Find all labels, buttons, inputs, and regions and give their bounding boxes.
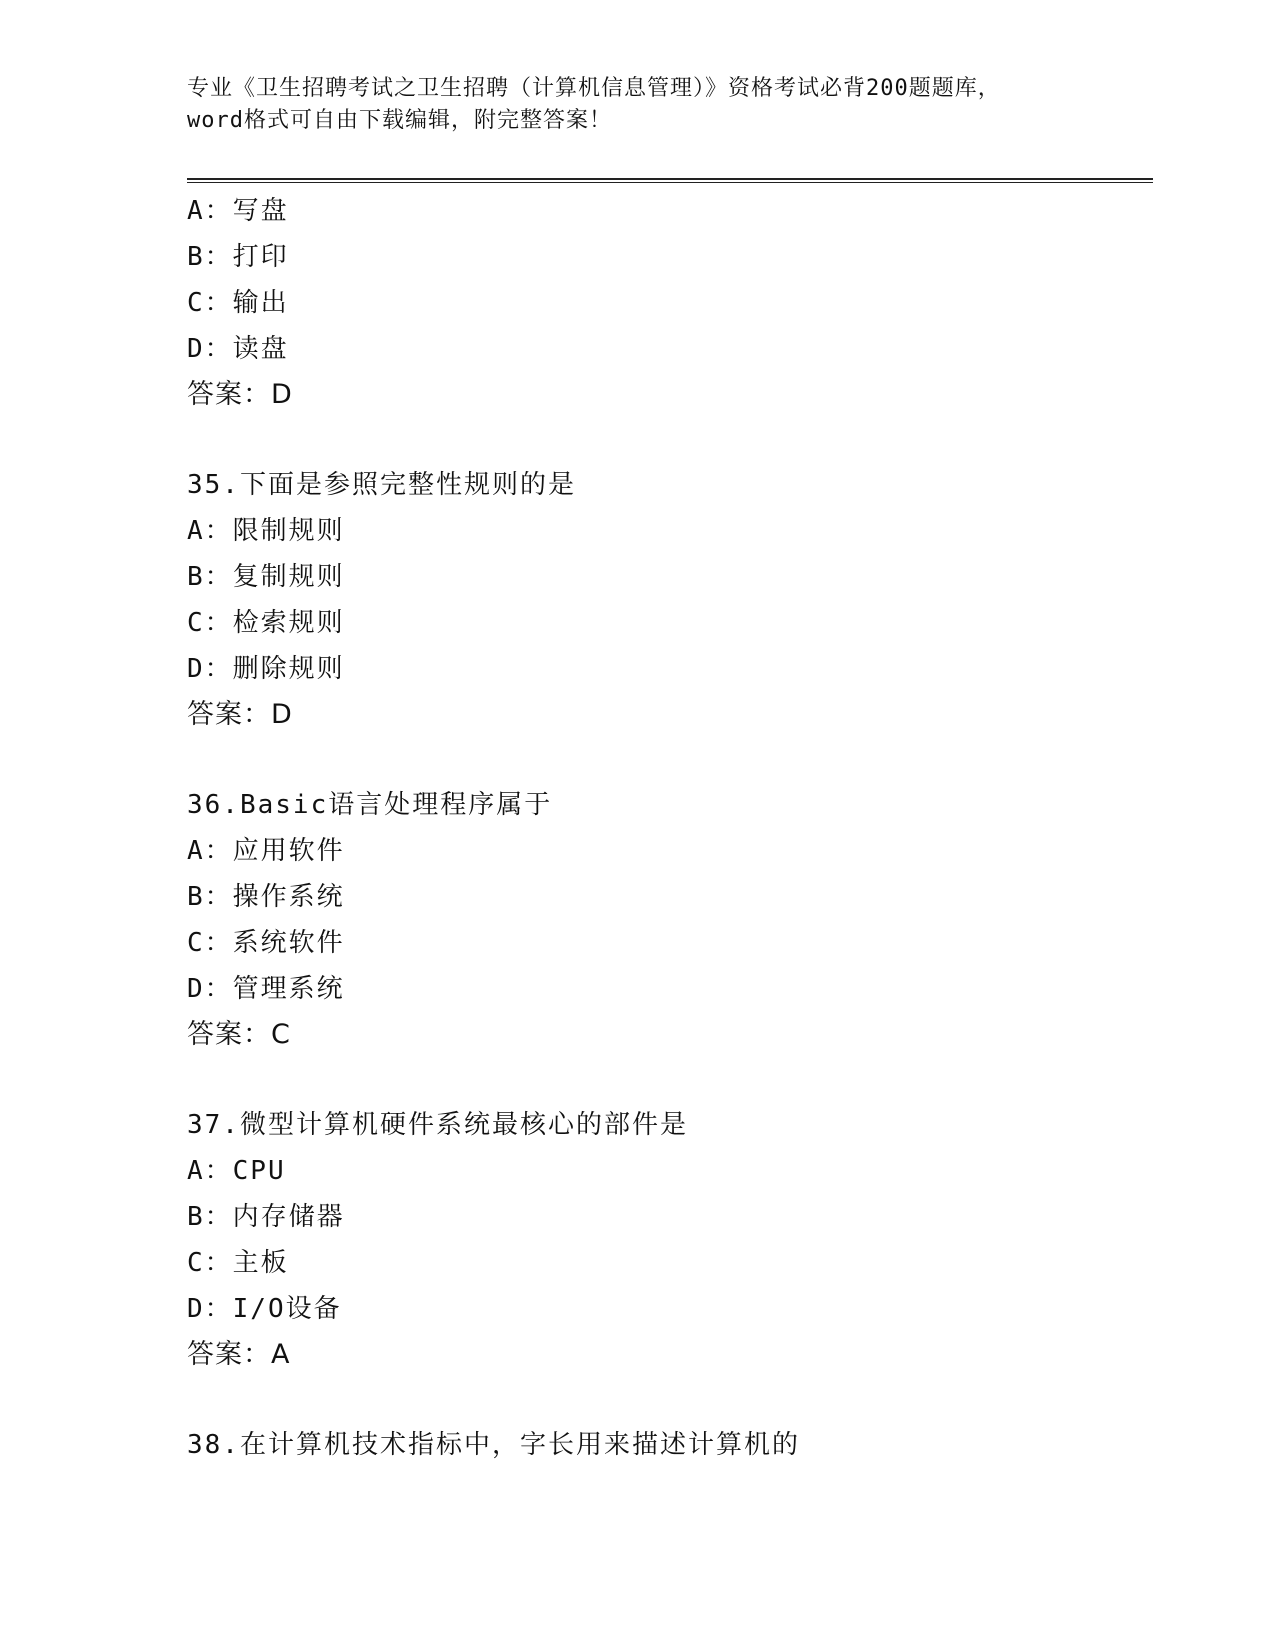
option-c: C：主板: [187, 1248, 289, 1278]
option-a: A：限制规则: [187, 516, 345, 546]
header-line-1: 专业《卫生招聘考试之卫生招聘（计算机信息管理）》资格考试必背200题题库，: [187, 76, 1001, 101]
header-divider: [187, 178, 1153, 183]
question-title: 37.微型计算机硬件系统最核心的部件是: [187, 1110, 688, 1140]
option-b: B：打印: [187, 242, 289, 272]
question-title: 36.Basic语言处理程序属于: [187, 790, 553, 820]
option-c: C：检索规则: [187, 608, 345, 638]
header-line-2: word格式可自由下载编辑，附完整答案！: [187, 108, 612, 133]
option-d: D：删除规则: [187, 654, 345, 684]
question-title: 38.在计算机技术指标中，字长用来描述计算机的: [187, 1430, 800, 1460]
option-b: B：操作系统: [187, 882, 345, 912]
answer-text: 答案：A: [187, 1339, 291, 1370]
option-a: A：写盘: [187, 196, 289, 226]
section-spacer: [187, 1378, 1153, 1422]
option-d: D：管理系统: [187, 974, 345, 1004]
answer-text: 答案：C: [187, 1019, 291, 1050]
section-spacer: [187, 418, 1153, 462]
answer-text: 答案：D: [187, 379, 293, 410]
answer-text: 答案：D: [187, 699, 293, 730]
section-spacer: [187, 738, 1153, 782]
option-d: D：I/O设备: [187, 1294, 342, 1324]
document-header: [187, 73, 1067, 137]
section-spacer: [187, 1058, 1153, 1102]
question-content: [187, 188, 1153, 1468]
option-b: B：复制规则: [187, 562, 345, 592]
option-c: C：系统软件: [187, 928, 345, 958]
option-c: C：输出: [187, 288, 289, 318]
option-b: B：内存储器: [187, 1202, 345, 1232]
option-a: A：应用软件: [187, 836, 345, 866]
option-d: D：读盘: [187, 334, 289, 364]
option-a: A：CPU: [187, 1156, 286, 1186]
question-title: 35.下面是参照完整性规则的是: [187, 470, 576, 500]
